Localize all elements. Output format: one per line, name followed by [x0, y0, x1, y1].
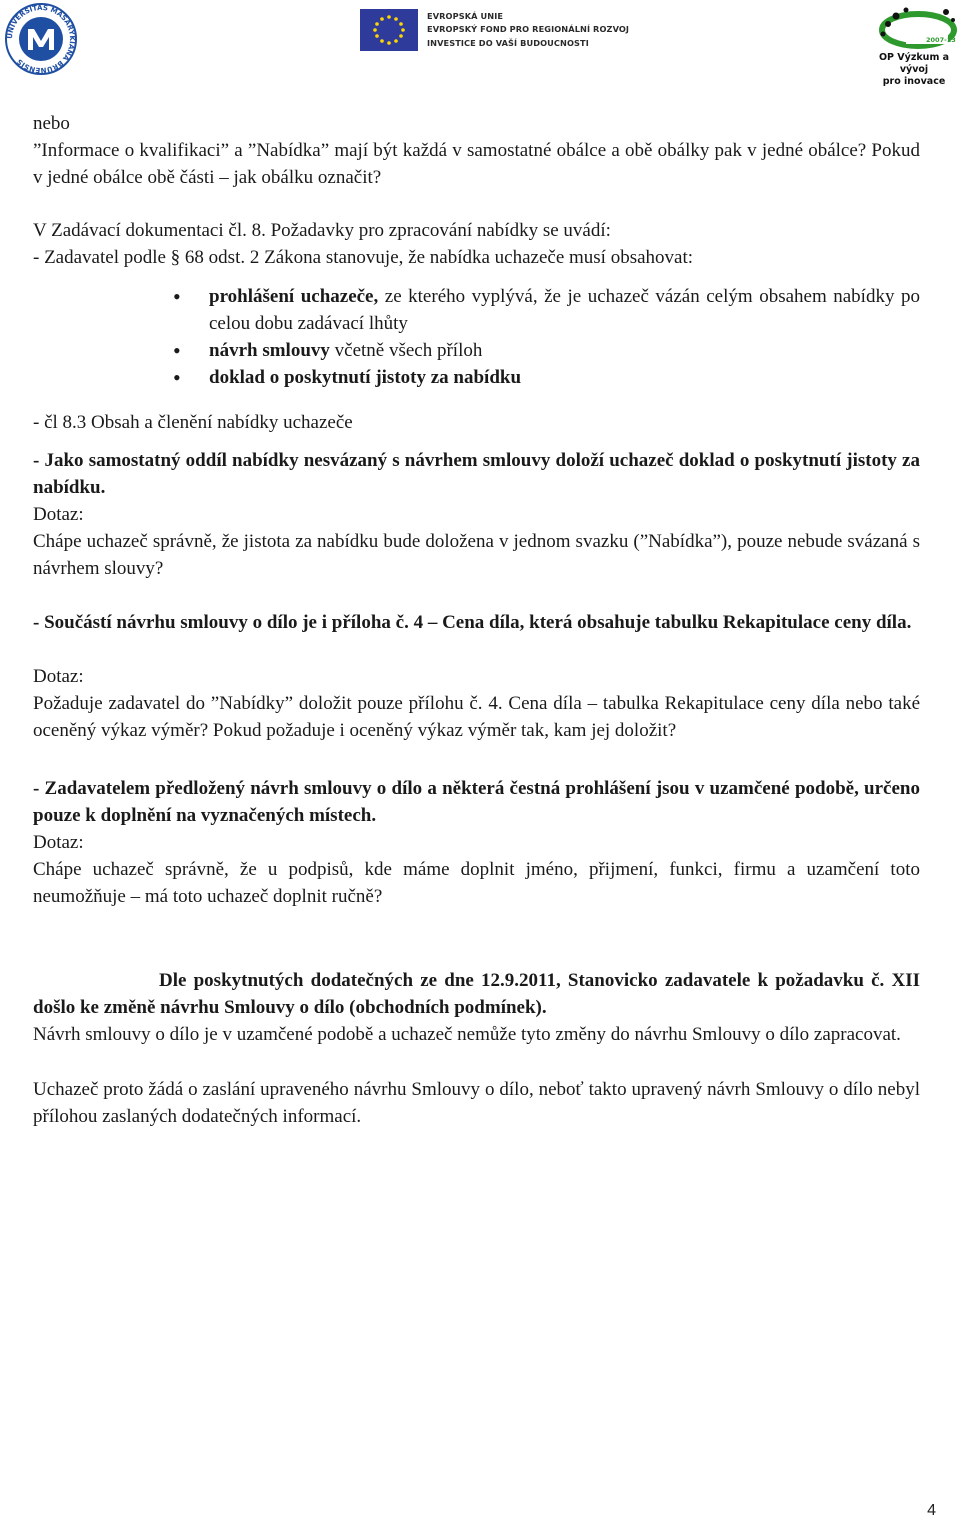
question3-label: Dotaz: [33, 832, 84, 853]
statement-additional-info: Dle poskytnutých dodatečných ze dne 12.9.2011, Stanovicko zadavatele k požadavku č. XII došlo ke změně návrhu Smlouvy o dílo (obchodních podmínek). [33, 970, 920, 1018]
statement-locked-contract: Návrh smlouvy o dílo je v uzamčené podobě a uchazeč nemůže tyto změny do návrhu Smlouvy o dílo zapracovat. [33, 1024, 901, 1045]
eu-union-label: EVROPSKÁ UNIE [427, 10, 504, 21]
investment-slogan: INVESTICE DO VAŠÍ BUDOUCNOSTI [427, 37, 589, 48]
tender-docs-reference: V Zadávací dokumentaci čl. 8. Požadavky pro zpracování nabídky se uvádí: [33, 220, 611, 241]
section-8-3-heading: - čl 8.3 Obsah a členění nabídky uchazeče [33, 412, 353, 433]
requirement-guarantee: - Jako samostatný oddíl nabídky nesvázaný s návrhem smlouvy doloží uchazeč doklad o poskytnutí jistoty za nabídku. [33, 450, 920, 498]
question-envelopes: ”Informace o kvalifikaci” a ”Nabídka” mají být každá v samostatné obálce a obě obálky pak v jedné obálce? Pokud v jedné obálce obě části – jak obálku označit? [33, 140, 920, 188]
op-logo-text [870, 52, 958, 88]
question1-text: Chápe uchazeč správně, že jistota za nabídku bude doložena v jednom svazku (”Nabídka”), pouze nebude svázaná s návrhem slouvy? [33, 531, 920, 579]
erdf-label: EVROPSKÝ FOND PRO REGIONÁLNÍ ROZVOJ [427, 24, 630, 35]
page-header [0, 0, 960, 85]
bullet3-bold: doklad o poskytnutí jistoty za nabídku [209, 367, 522, 388]
requirements-list [173, 283, 920, 391]
requirement-locked-form: - Zadavatelem předložený návrh smlouvy o dílo a některá čestná prohlášení jsou v uzamčené podobě, určeno pouze k doplnění na vyznačených místech. [33, 778, 920, 826]
requirement-annex4: - Součástí návrhu smlouvy o dílo je i příloha č. 4 – Cena díla, která obsahuje tabulku Rekapitulace ceny díla. [33, 612, 912, 633]
page-number: 4 [927, 1502, 936, 1519]
tender-requirement: - Zadavatel podle § 68 odst. 2 Zákona stanovuje, že nabídka uchazeče musí obsahovat: [33, 247, 694, 268]
bullet2-bold: návrh smlouvy [209, 340, 330, 361]
eu-funding-banner [360, 8, 629, 52]
op-vavpi-logo [866, 2, 958, 87]
masaryk-university-logo [4, 2, 78, 76]
list-item [173, 283, 920, 337]
bullet1-text: ze kterého vyplývá, že je uchazeč vázán celým obsahem nabídky po celou dobu zadávací lhůty [209, 286, 920, 334]
svg-text:UNIVERSITAS MASARYKIANA BRUNEN: UNIVERSITAS MASARYKIANA BRUNENSIS [5, 3, 77, 75]
question3-text: Chápe uchazeč správně, že u podpisů, kde máme doplnit jméno, přijmení, funkci, firmu a uzamčení toto neumožňuje – má toto uchazeč doplnit ručně? [33, 859, 920, 907]
request-updated-contract: Uchazeč proto žádá o zaslání upraveného návrhu Smlouvy o dílo, neboť takto upravený návrh Smlouvy o dílo nebyl přílohou zaslaných dodatečných informací. [33, 1079, 920, 1127]
list-item [173, 364, 920, 391]
question2-label: Dotaz: [33, 666, 84, 687]
list-item [173, 337, 920, 364]
question2-text: Požaduje zadavatel do ”Nabídky” doložit pouze přílohu č. 4. Cena díla – tabulka Rekapitulace ceny díla nebo také oceněný výkaz výměr? Pokud požaduje i oceněný výkaz výměr tak, kam jej doložit? [33, 693, 920, 741]
paragraph-nebo: nebo [33, 113, 70, 134]
op-subtitle: pro inovace [882, 76, 946, 87]
bullet2-text: včetně všech příloh [329, 340, 483, 361]
eu-funding-text [427, 10, 629, 51]
eu-flag-icon [360, 9, 418, 51]
op-title: OP Výzkum a vývoj [878, 52, 950, 75]
svg-text:2007-13: 2007-13 [926, 36, 956, 44]
question1-label: Dotaz: [33, 504, 84, 525]
bullet1-bold: prohlášení uchazeče, [209, 286, 379, 307]
op-logo-graphic-icon [866, 2, 958, 52]
